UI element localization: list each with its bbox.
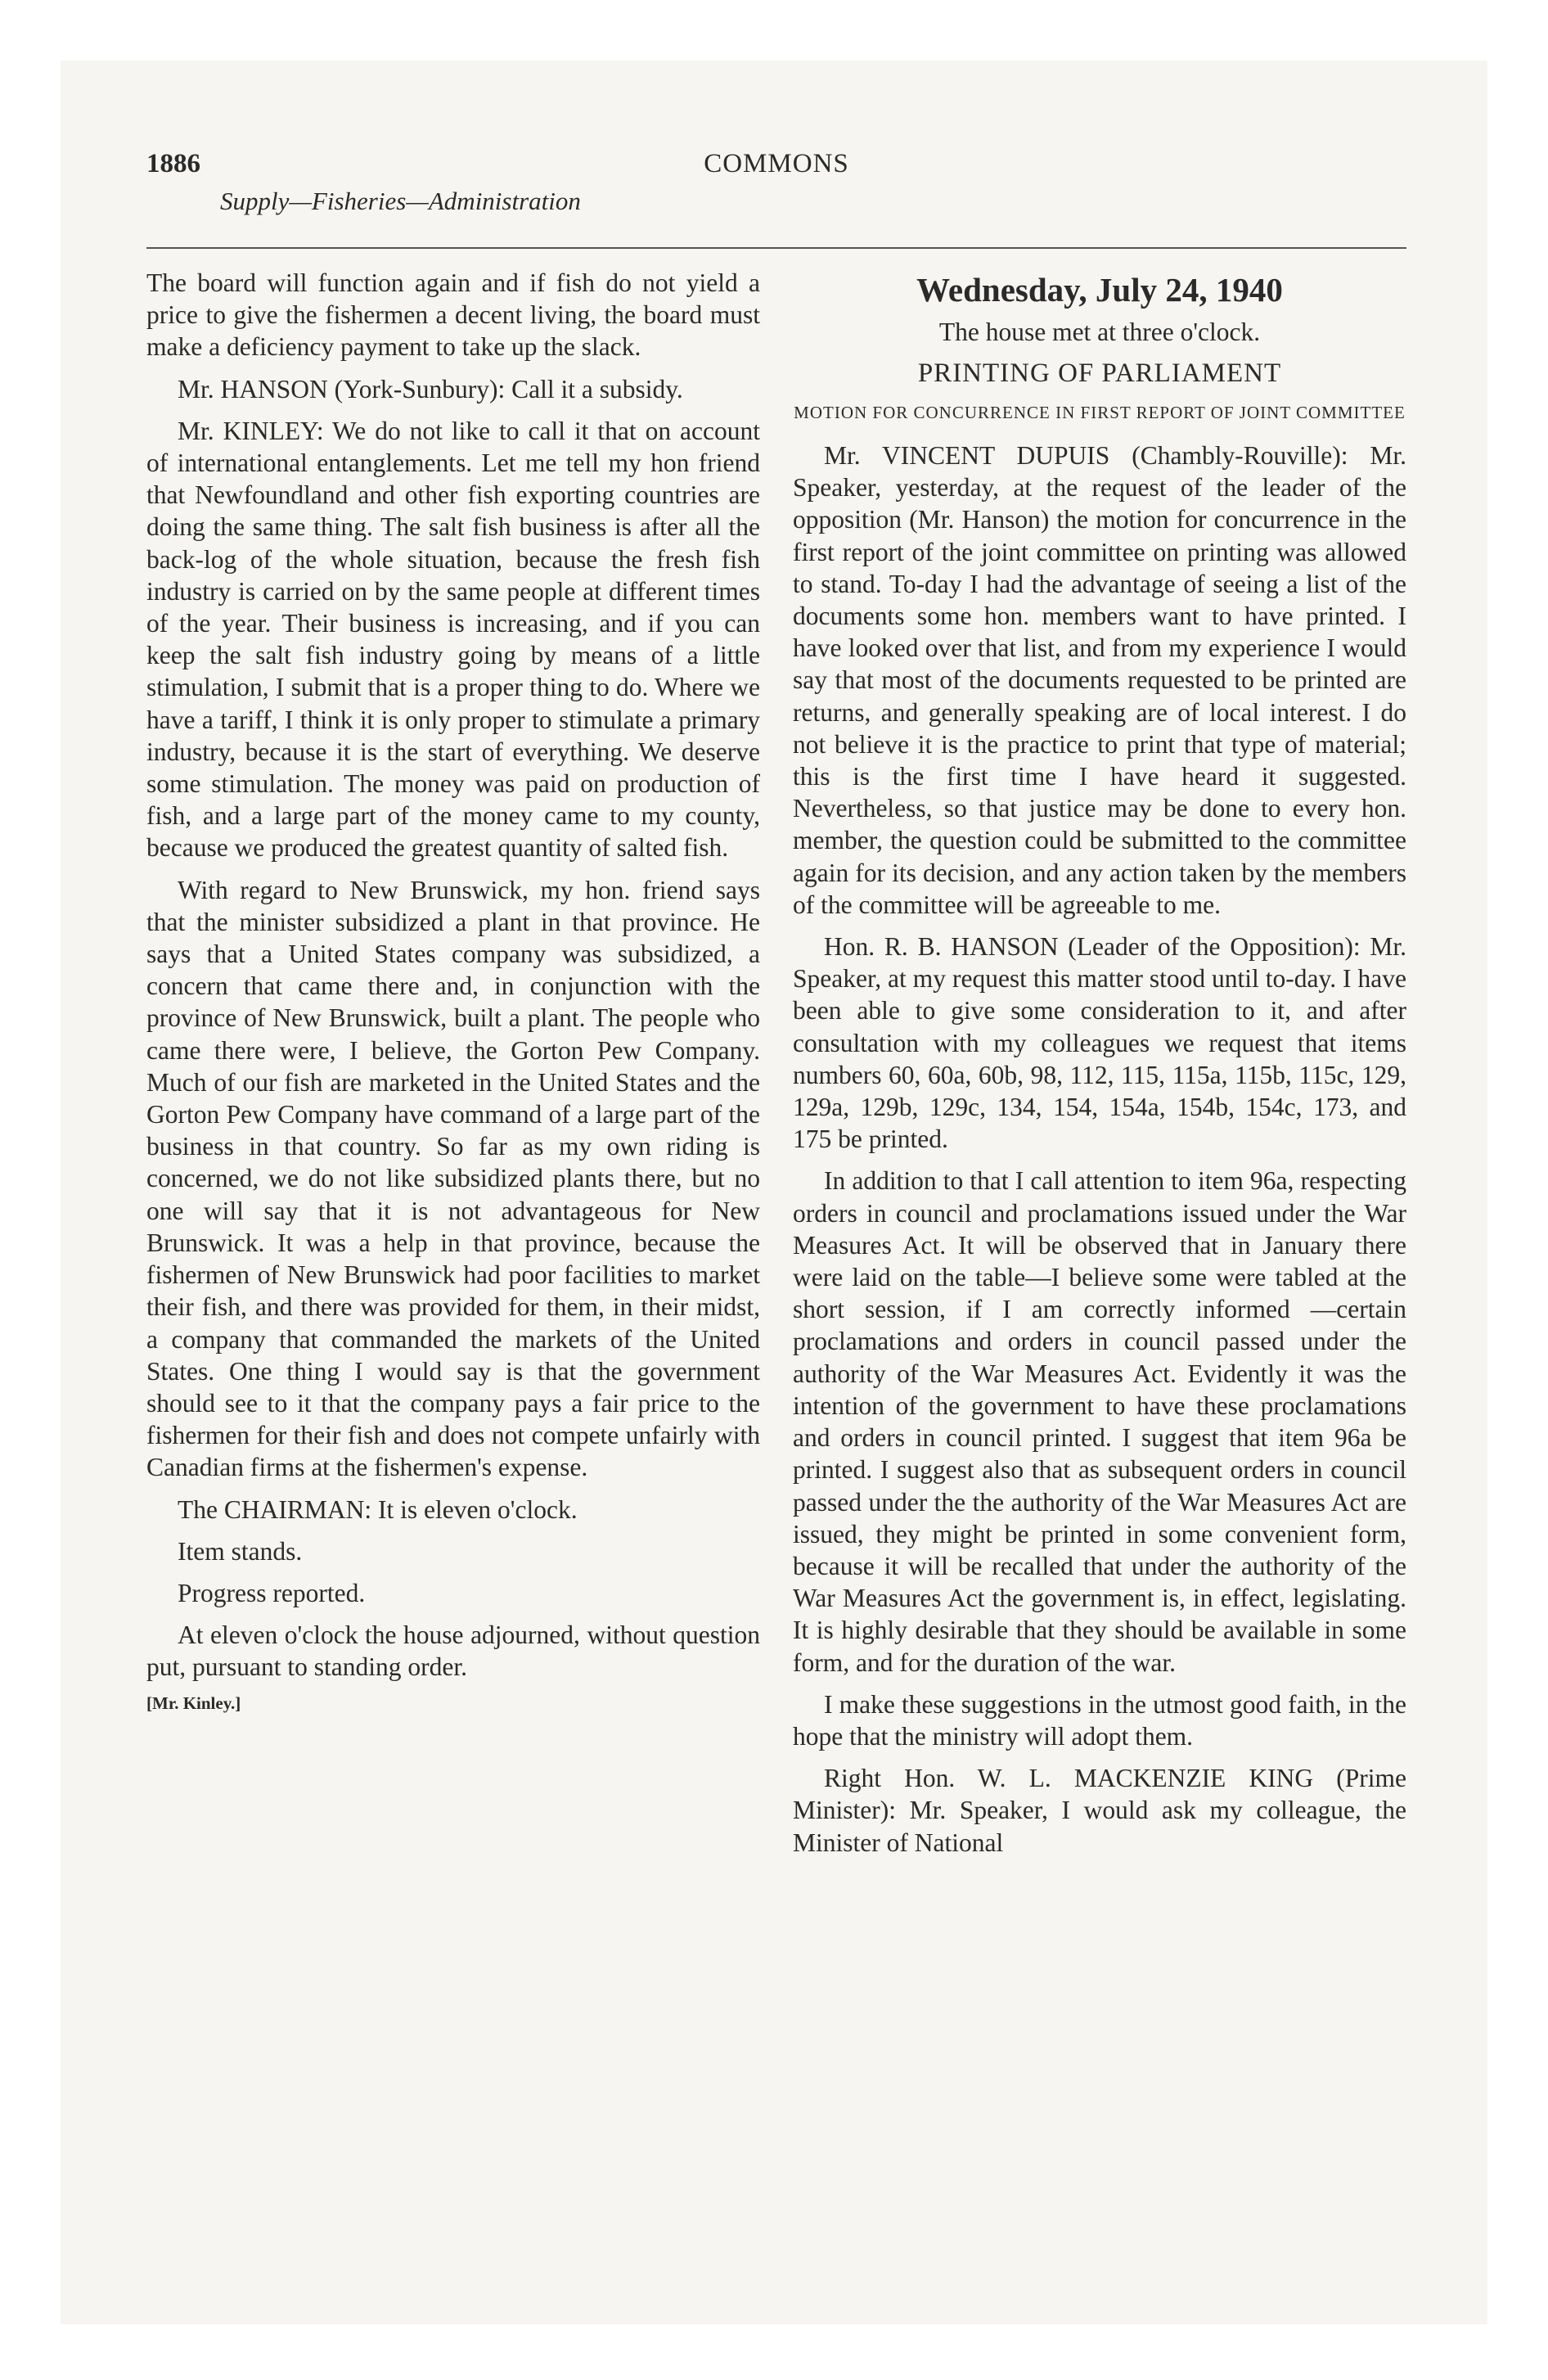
paragraph: The CHAIRMAN: It is eleven o'clock. [178,1494,578,1524]
two-column-body [146,267,1406,1868]
paragraph: Right Hon. W. L. MACKENZIE KING (Prime Minister): Mr. Speaker, I would ask my colleague, the Minister of National [793,1764,1406,1857]
left-column [146,267,760,1868]
opening-line: The house met at three o'clock. [938,318,1261,346]
speaker-footer-note: [Mr. Kinley.] [146,1693,241,1713]
paragraph: Progress reported. [178,1578,366,1607]
paragraph: With regard to New Brunswick, my hon. friend says that the minister subsidized a plant in that province. He says that a United States company was subsidized, a concern that came there and, in conjunction with the province of New Brunswick, built a plant. The people who came there were, I believe, the Gorton Pew Company. Much of our fish are marketed in the United States and the Gorton Pew Company have command of a large part of the business in that country. So far as my own riding is concerned, we do not like subsidized plants there, but no one will say that it is not advantageous for New Brunswick. It was a help in that province, because the fishermen of New Brunswick had poor facilities to market their fish, and there was provided for them, in their midst, a company that commanded the markets of the United States. One thing I would say is that the government should see to it that the company pays a fair price to the fishermen for their fish and does not compete unfairly with Canadian firms at the fishermen's expense. [146,875,760,1482]
page [61,61,1487,2324]
section-heading: PRINTING OF PARLIAMENT [917,358,1282,388]
paragraph: The board will function again and if fish do not yield a price to give the fishermen a decent living, the board must make a deficiency payment to take up the slack. [146,268,760,362]
right-column [793,267,1406,1868]
page-content [146,149,1406,1868]
paragraph: Item stands. [178,1536,303,1566]
running-subtitle: Supply—Fisheries—Administration [220,187,581,215]
paragraph: Mr. VINCENT DUPUIS (Chambly-Rouville): Mr. Speaker, yesterday, at the request of the leader of the opposition (Mr. Hanson) the motion for concurrence in the first report of the joint committee on printing was allowed to stand. To-day I had the advantage of seeing a list of the documents some hon. members want to have printed. I have looked over that list, and from my experience I would say that most of the documents requested to be printed are returns, and generally speaking are of local interest. I do not believe it is the practice to print that type of material; this is the first time I have heard it suggested. Nevertheless, so that justice may be done to every hon. member, the question could be submitted to the committee again for its decision, and any action taken by the members of the committee will be agreeable to me. [793,441,1406,919]
paragraph: I make these suggestions in the utmost good faith, in the hope that the ministry will adopt them. [793,1689,1406,1751]
page-number: 1886 [146,149,200,178]
running-title: COMMONS [704,149,849,178]
paragraph: Mr. HANSON (York-Sunbury): Call it a subsidy. [178,374,683,403]
paragraph: At eleven o'clock the house adjourned, without question put, pursuant to standing order. [146,1620,760,1682]
paragraph: In addition to that I call attention to item 96a, respecting orders in council and proclamations issued under the War Measures Act. It will be observed that in January there were laid on the table—I believe some were tabled at the short session, if I am correctly informed —certain proclamations and orders in council passed under the authority of the War Measures Act. Evidently it was the intention of the government to have these proclamations and orders in council printed. I suggest that item 96a be printed. I suggest also that as subsequent orders in council passed under the the authority of the War Measures Act are issued, they might be printed in some convenient form, because it will be recalled that under the authority of the War Measures Act the government is, in effect, legislating. It is highly desirable that they should be available in some form, and for the duration of the war. [793,1166,1406,1677]
subsection-heading: MOTION FOR CONCURRENCE IN FIRST REPORT OF JOINT COMMITTEE [794,403,1406,422]
page-header [146,149,1406,249]
paragraph: Mr. KINLEY: We do not like to call it that on account of international entanglements. Let me tell my hon friend that Newfoundland and other fish exporting countries are doing the same thing. The salt fish business is after all the back-log of the whole situation, because the fresh fish industry is carried on by the same people at different times of the year. Their business is increasing, and if you can keep the salt fish industry going by means of a little stimulation, I submit that is a proper thing to do. Where we have a tariff, I think it is only proper to stimulate a primary industry, because it is the start of everything. We deserve some stimulation. The money was paid on production of fish, and a large part of the money came to my county, because we produced the greatest quantity of salted fish. [146,416,760,863]
paragraph: Hon. R. B. HANSON (Leader of the Opposition): Mr. Speaker, at my request this matter stood until to-day. I have been able to give some consideration to it, and after consultation with my colleagues we request that items numbers 60, 60a, 60b, 98, 112, 115, 115a, 115b, 115c, 129, 129a, 129b, 129c, 134, 154, 154a, 154b, 154c, 173, and 175 be printed. [793,932,1406,1154]
date-heading: Wednesday, July 24, 1940 [916,271,1283,309]
